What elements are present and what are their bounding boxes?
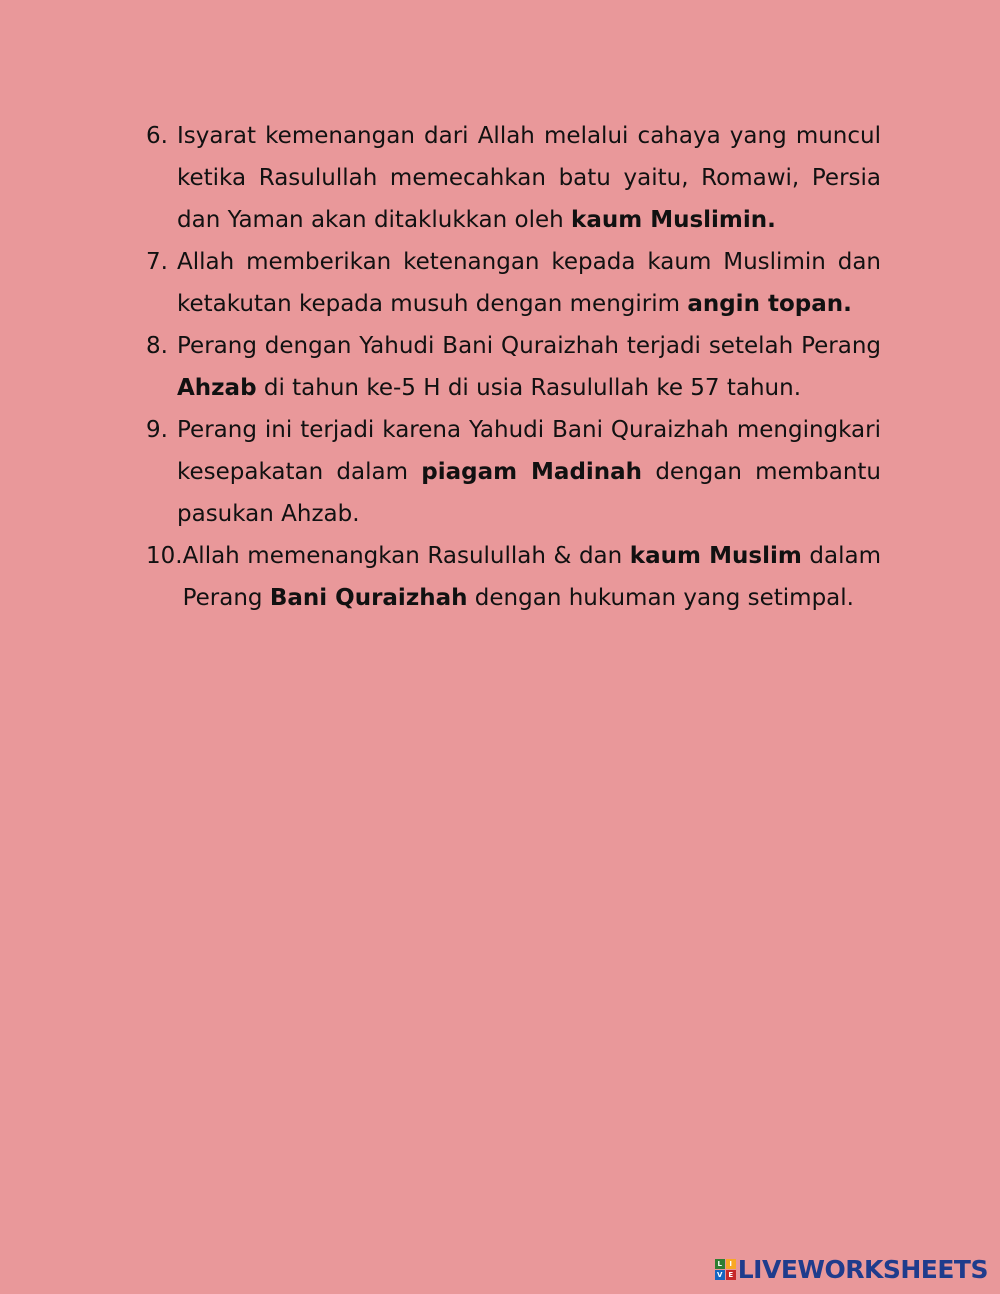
item-text <box>177 325 881 409</box>
item-text-bold: Bani Quraizhah <box>269 585 468 611</box>
item-number: 6. <box>146 123 168 149</box>
list-item <box>146 115 881 241</box>
brand-name: LIVEWORKSHEETS <box>737 1255 988 1284</box>
item-text-part: Isyarat kemenangan dari Allah melalui cahaya yang muncul ketika Rasulullah memecahkan batu yaitu, Romawi, Persia dan Yaman akan ditaklukkan oleh <box>177 123 881 233</box>
item-text <box>177 115 881 241</box>
item-number: 7. <box>146 249 168 275</box>
item-number: 10. <box>146 543 183 569</box>
item-text-part: di tahun ke-5 H di usia Rasulullah ke 57 tahun. <box>256 375 802 401</box>
item-text-part: dengan hukuman yang setimpal. <box>467 585 854 611</box>
item-number: 9. <box>146 417 168 443</box>
item-text <box>177 409 881 535</box>
list-item <box>146 409 881 535</box>
item-text-part: Allah memenangkan Rasulullah & dan <box>182 543 630 569</box>
list-item <box>146 325 881 409</box>
item-text-part: Perang ini terjadi karena Yahudi Bani Quraizhah mengingkari kesepakatan dalam <box>177 417 881 485</box>
logo-letter: V <box>715 1270 725 1280</box>
item-text <box>177 241 881 325</box>
numbered-list <box>146 115 881 619</box>
item-text-bold: Ahzab <box>177 375 257 401</box>
item-text-part: Allah memberikan ketenangan kepada kaum Muslimin dan ketakutan kepada musuh dengan mengirim <box>177 249 881 317</box>
item-text-part: dengan membantu pasukan Ahzab. <box>177 459 881 527</box>
list-item <box>146 241 881 325</box>
item-text-part: Perang dengan Yahudi Bani Quraizhah terjadi setelah Perang <box>177 333 881 359</box>
item-text-bold: kaum Muslim <box>629 543 802 569</box>
logo-letter: L <box>715 1259 725 1269</box>
item-text-bold: piagam Madinah <box>421 459 643 485</box>
item-text <box>183 535 881 619</box>
item-text-bold: angin topan. <box>687 291 852 317</box>
item-text-bold: kaum Muslimin. <box>571 207 776 233</box>
item-number: 8. <box>146 333 168 359</box>
liveworksheets-footer[interactable] <box>715 1255 988 1284</box>
item-text-part: dalam Perang <box>182 543 881 611</box>
logo-letter: E <box>726 1270 736 1280</box>
list-item <box>146 535 881 619</box>
logo-letter: I <box>726 1259 736 1269</box>
liveworksheets-logo-icon <box>715 1259 736 1280</box>
